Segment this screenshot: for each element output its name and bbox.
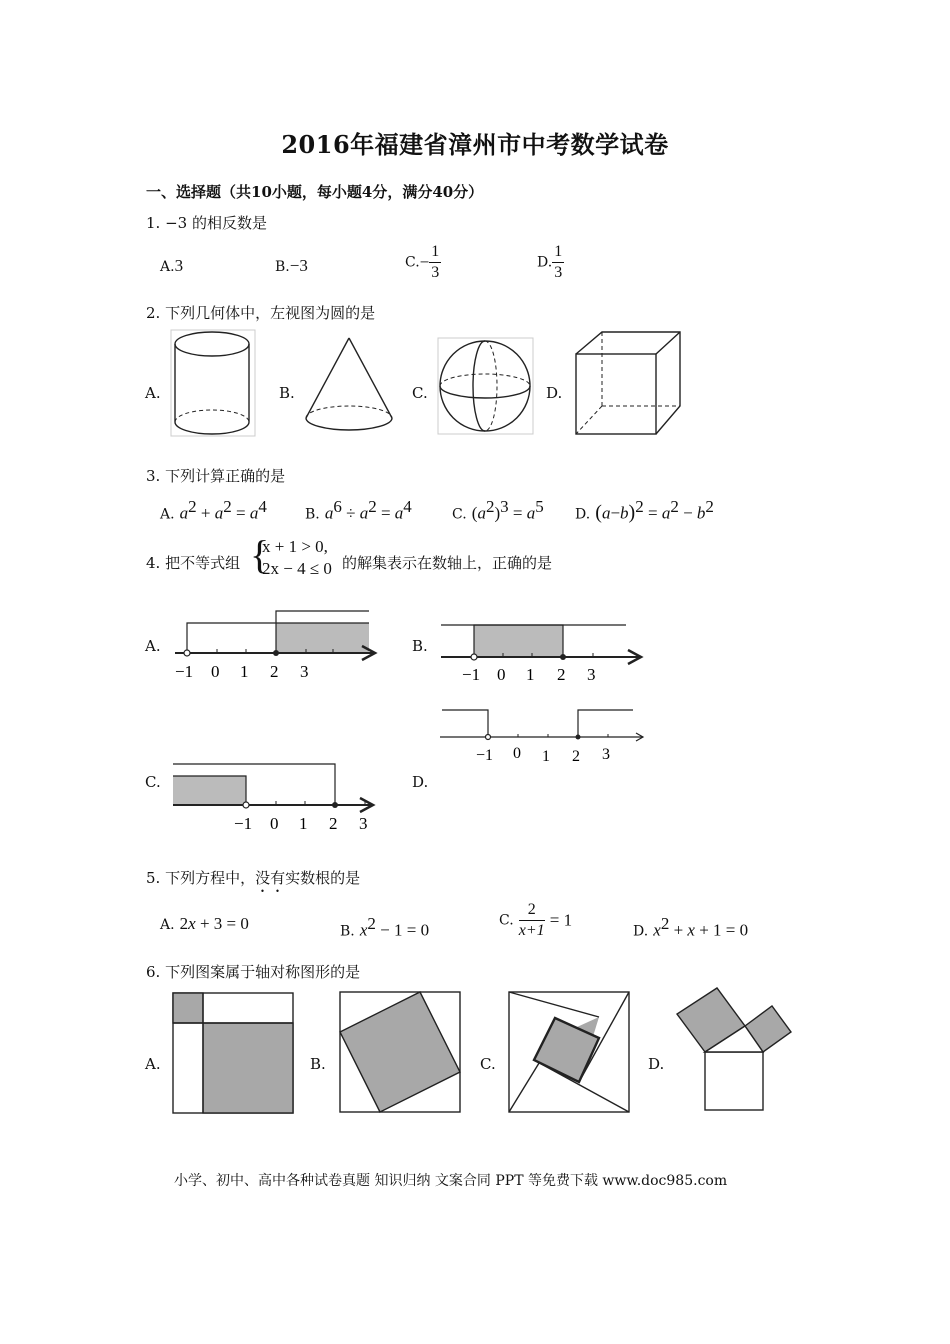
- q2-label-c: C.: [412, 384, 428, 402]
- tick-label: −1: [234, 814, 253, 833]
- q5-option-d: D. $x^2 + x + 1 = 0$: [633, 914, 749, 940]
- q3-option-a: A. $a^2 + a^2 = a^4$: [160, 497, 267, 523]
- tick-label: 2: [572, 748, 580, 765]
- q4-system: x + 1 > 0, 2x − 4 ≤ 0: [262, 537, 332, 578]
- cylinder-figure: [168, 328, 256, 438]
- cube-figure: [572, 328, 682, 438]
- numberline-b: [436, 605, 651, 685]
- q5-option-b: B. $x^2 - 1 = 0$: [340, 914, 430, 940]
- tick-label: −1: [462, 665, 481, 684]
- q3-stem: 3. 下列计算正确的是: [146, 467, 286, 485]
- q5-stem: 5. 下列方程中，没有实数根的是: [146, 869, 361, 887]
- q4-label-c: C.: [145, 773, 161, 791]
- tick-label: 3: [300, 662, 309, 681]
- page-title: 2016年福建省漳州市中考数学试卷: [281, 130, 669, 159]
- tick-label: 0: [211, 662, 220, 681]
- tick-label: 3: [359, 814, 368, 833]
- tick-label: 1: [542, 748, 550, 765]
- q6-stem: 6. 下列图案属于轴对称图形的是: [146, 963, 361, 981]
- tick-label: 3: [587, 665, 596, 684]
- q4-brace: {: [250, 532, 270, 577]
- q5-option-a: A. 2x + 3 = 0: [160, 914, 249, 933]
- numberline-c: [168, 758, 383, 836]
- q6-label-a: A.: [145, 1055, 161, 1073]
- tick-label: −1: [175, 662, 194, 681]
- tick-label: 0: [270, 814, 279, 833]
- pattern-d: [674, 986, 796, 1114]
- q3-option-c: C. $(a^2)^3 = a^5$: [452, 497, 544, 523]
- q3-option-d: D. $(a-b)^2 = a^2 - b^2$: [575, 497, 714, 524]
- pattern-c: [507, 990, 633, 1116]
- q4-label-b: B.: [412, 637, 428, 655]
- q4-stem-post: 的解集表示在数轴上，正确的是: [342, 554, 553, 572]
- q3-option-b: B. $a^6 \div a^2 = a^4$: [305, 497, 412, 523]
- page-footer: 小学、初中、高中各种试卷真题 知识归纳 文案合同 PPT 等免费下载 www.doc985.com: [174, 1173, 728, 1189]
- sphere-figure: [437, 336, 535, 436]
- tick-label: 1: [299, 814, 308, 833]
- tick-label: 0: [497, 665, 506, 684]
- tick-label: 2: [329, 814, 338, 833]
- q1-option-b: B.−3: [275, 256, 308, 275]
- tick-label: 1: [240, 662, 249, 681]
- section-heading: 一、选择题（共10小题，每小题4分，满分40分）: [146, 183, 484, 201]
- q2-label-b: B.: [279, 384, 295, 402]
- q1-option-c: C.− $\frac{1}{3}$: [405, 243, 440, 281]
- cone-figure: [300, 334, 398, 438]
- tick-label: 0: [513, 745, 521, 762]
- q4-stem-pre: 4. 把不等式组: [146, 554, 241, 572]
- pattern-b: [338, 990, 464, 1116]
- q1-option-a: A.3: [160, 256, 184, 275]
- q2-label-a: A.: [145, 384, 161, 402]
- tick-label: 1: [526, 665, 535, 684]
- q6-label-c: C.: [480, 1055, 496, 1073]
- numberline-d: [438, 702, 648, 768]
- q4-label-d: D.: [412, 773, 429, 791]
- tick-label: 3: [602, 746, 610, 763]
- pattern-a: [171, 991, 295, 1115]
- q4-label-a: A.: [145, 637, 161, 655]
- q1-option-d: D. $\frac{1}{3}$: [537, 243, 563, 281]
- q2-stem: 2. 下列几何体中，左视图为圆的是: [146, 304, 376, 322]
- q1-stem: 1. −3 的相反数是: [146, 214, 267, 232]
- tick-label: −1: [476, 747, 494, 764]
- tick-label: 2: [557, 665, 566, 684]
- q6-label-d: D.: [648, 1055, 665, 1073]
- q2-label-d: D.: [546, 384, 563, 402]
- q5-option-c: C. $\frac{2}{x+1}$ = 1: [499, 901, 573, 939]
- numberline-a: [170, 605, 385, 685]
- tick-label: 2: [270, 662, 279, 681]
- q6-label-b: B.: [310, 1055, 326, 1073]
